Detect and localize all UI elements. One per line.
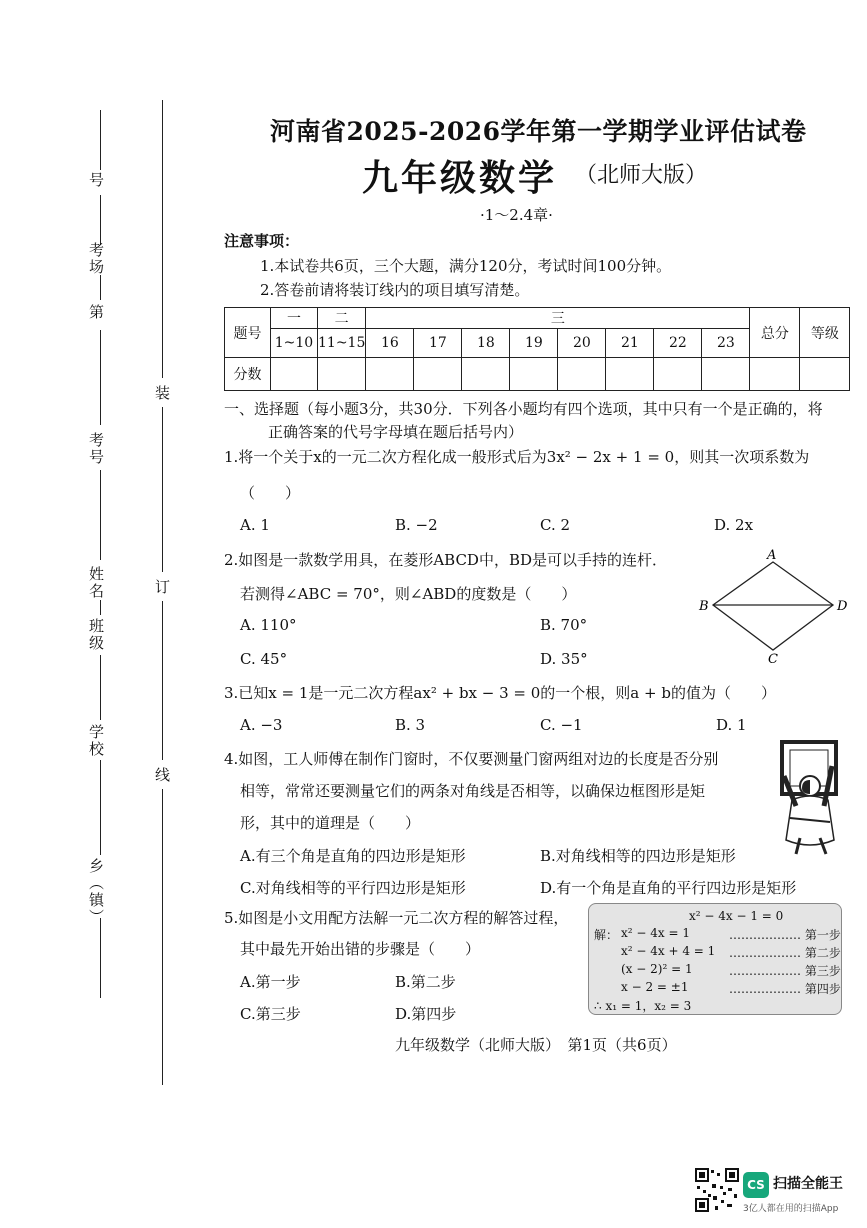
q5-option-c: C.第三步	[240, 1005, 301, 1023]
th-q: 18	[462, 329, 510, 358]
q5-stem-2: 其中最先开始出错的步骤是（ ）	[240, 940, 481, 958]
q5-option-b: B.第二步	[395, 973, 456, 991]
step-1-label: ……………… 第一步	[729, 928, 841, 942]
q1-option-d: D. 2x	[714, 516, 754, 534]
notice-heading: 注意事项：	[224, 232, 300, 250]
binding-mark-ding: 订	[155, 572, 170, 601]
q4-option-c: C.对角线相等的平行四边形是矩形	[240, 879, 466, 897]
score-cell[interactable]	[510, 358, 558, 391]
th-q: 16	[366, 329, 414, 358]
score-cell[interactable]	[606, 358, 654, 391]
q1-option-b: B. −2	[395, 516, 438, 534]
score-cell[interactable]	[750, 358, 800, 391]
q3-option-c: C. −1	[540, 716, 583, 734]
score-table	[224, 307, 850, 391]
fill-line	[100, 760, 101, 855]
q2-stem-2: 若测得∠ABC = 70°，则∠ABD的度数是（ ）	[240, 585, 577, 603]
q5-option-a: A.第一步	[240, 973, 301, 991]
th-q: 22	[654, 329, 702, 358]
step-3-expr: (x − 2)² = 1	[621, 962, 693, 976]
q3-option-b: B. 3	[395, 716, 426, 734]
th-q: 17	[414, 329, 462, 358]
th-total: 总分	[750, 308, 800, 358]
step-4-label: ……………… 第四步	[729, 982, 841, 996]
q2-option-d: D. 35°	[540, 650, 588, 668]
score-cell[interactable]	[462, 358, 510, 391]
label-xuexiao: 学校	[87, 724, 105, 758]
q2-option-c: C. 45°	[240, 650, 288, 668]
label-kaohao: 考号	[87, 432, 105, 466]
score-cell[interactable]	[271, 358, 318, 391]
label-xiangzhen: 乡（镇）	[87, 858, 105, 926]
score-cell[interactable]	[366, 358, 414, 391]
score-cell[interactable]	[654, 358, 702, 391]
solution-equation: x² − 4x − 1 = 0	[689, 909, 784, 923]
scanner-tagline: 3亿人都在用的扫描App	[743, 1204, 839, 1214]
step-2-label: ……………… 第二步	[729, 946, 841, 960]
binding-mark-zhuang: 装	[155, 378, 170, 407]
score-cell[interactable]	[702, 358, 750, 391]
exam-title: 河南省2025-2026学年第一学期学业评估试卷	[270, 117, 807, 146]
th-q: 20	[558, 329, 606, 358]
vertex-b-label: B	[699, 599, 709, 614]
row-score-label: 分数	[225, 358, 271, 391]
label-di: 第	[87, 304, 105, 321]
camscanner-logo-icon: CS	[743, 1172, 769, 1198]
fill-line	[100, 110, 101, 170]
q3-option-d: D. 1	[716, 716, 747, 734]
qr-code-icon	[695, 1168, 739, 1212]
binding-mark-xian: 线	[155, 760, 170, 789]
worker-window-illustration	[770, 738, 842, 858]
vertex-a-label: A	[767, 548, 777, 563]
step-4-expr: x − 2 = ±1	[621, 980, 689, 994]
vertex-d-label: D	[837, 599, 848, 614]
q1-option-a: A. 1	[240, 516, 270, 534]
solution-jie: 解：	[594, 928, 619, 942]
q1-bracket: （ ）	[240, 484, 301, 502]
fill-line	[100, 275, 101, 300]
score-cell[interactable]	[558, 358, 606, 391]
th-part-1: 一	[271, 308, 318, 329]
q2-option-b: B. 70°	[540, 616, 588, 634]
q4-option-b: B.对角线相等的四边形是矩形	[540, 847, 736, 865]
q4-stem: 4.如图，工人师傅在制作门窗时，不仅要测量门窗两组对边的长度是否分别	[224, 750, 719, 768]
q4-option-d: D.有一个角是直角的平行四边形是矩形	[540, 879, 797, 897]
q4-option-a: A.有三个角是直角的四边形是矩形	[240, 847, 466, 865]
th-q-range: 1~10	[271, 329, 318, 358]
section1-heading: 一、选择题（每小题3分，共30分．下列各小题均有四个选项，其中只有一个是正确的，将	[224, 400, 823, 418]
q5-option-d: D.第四步	[395, 1005, 457, 1023]
q4-stem-3: 形，其中的道理是（ ）	[240, 814, 421, 832]
notice-item-2: 2.答卷前请将装订线内的项目填写清楚。	[260, 281, 530, 299]
q4-stem-2: 相等，常常还要测量它们的两条对角线是否相等，以确保边框图形是矩	[240, 782, 706, 800]
fill-line	[100, 600, 101, 615]
th-q: 21	[606, 329, 654, 358]
section1-heading-cont: 正确答案的代号字母填在题后括号内）	[268, 423, 524, 441]
th-q-range: 11~15	[318, 329, 366, 358]
fill-line	[100, 195, 101, 245]
fill-line	[100, 330, 101, 425]
vertex-c-label: C	[768, 652, 778, 667]
solution-steps-box	[588, 903, 842, 1015]
q3-stem: 3.已知x = 1是一元二次方程ax² + bx − 3 = 0的一个根，则a + b的值为（ ）	[224, 684, 776, 702]
th-part-3: 三	[366, 308, 750, 329]
edition-label: （北师大版）	[575, 163, 708, 188]
fill-line	[100, 918, 101, 998]
th-part-2: 二	[318, 308, 366, 329]
q2-option-a: A. 110°	[240, 616, 297, 634]
q1-stem: 1.将一个关于x的一元二次方程化成一般形式后为3x² − 2x + 1 = 0，则其一次项系数为	[224, 448, 810, 466]
step-2-expr: x² − 4x + 4 = 1	[621, 944, 716, 958]
label-kaochang: 考场	[87, 242, 105, 276]
score-cell[interactable]	[800, 358, 850, 391]
rhombus-figure	[695, 545, 860, 670]
step-1-expr: x² − 4x = 1	[621, 926, 690, 940]
fill-line	[100, 470, 101, 560]
label-xingming: 姓名	[87, 566, 105, 600]
solution-result: ∴ x₁ = 1，x₂ = 3	[594, 999, 692, 1013]
fill-line	[100, 655, 101, 720]
th-grade: 等级	[800, 308, 850, 358]
score-cell[interactable]	[318, 358, 366, 391]
label-hao: 号	[87, 172, 105, 189]
notice-item-1: 1.本试卷共6页，三个大题，满分120分，考试时间100分钟。	[260, 257, 672, 275]
q1-option-c: C. 2	[540, 516, 571, 534]
score-cell[interactable]	[414, 358, 462, 391]
step-3-label: ……………… 第三步	[729, 964, 841, 978]
page-footer: 九年级数学（北师大版） 第1页（共6页）	[395, 1036, 677, 1054]
q5-stem: 5.如图是小文用配方法解一元二次方程的解答过程，	[224, 909, 569, 927]
q2-stem: 2.如图是一款数学用具，在菱形ABCD中，BD是可以手持的连杆．	[224, 551, 668, 569]
scanner-app-name: 扫描全能王	[773, 1176, 843, 1192]
th-q: 23	[702, 329, 750, 358]
chapter-range: ·1～2.4章·	[480, 206, 553, 224]
th-tihao: 题号	[225, 308, 271, 358]
label-banji: 班级	[87, 618, 105, 652]
th-q: 19	[510, 329, 558, 358]
subject-title: 九年级数学	[362, 157, 558, 199]
q3-option-a: A. −3	[240, 716, 283, 734]
